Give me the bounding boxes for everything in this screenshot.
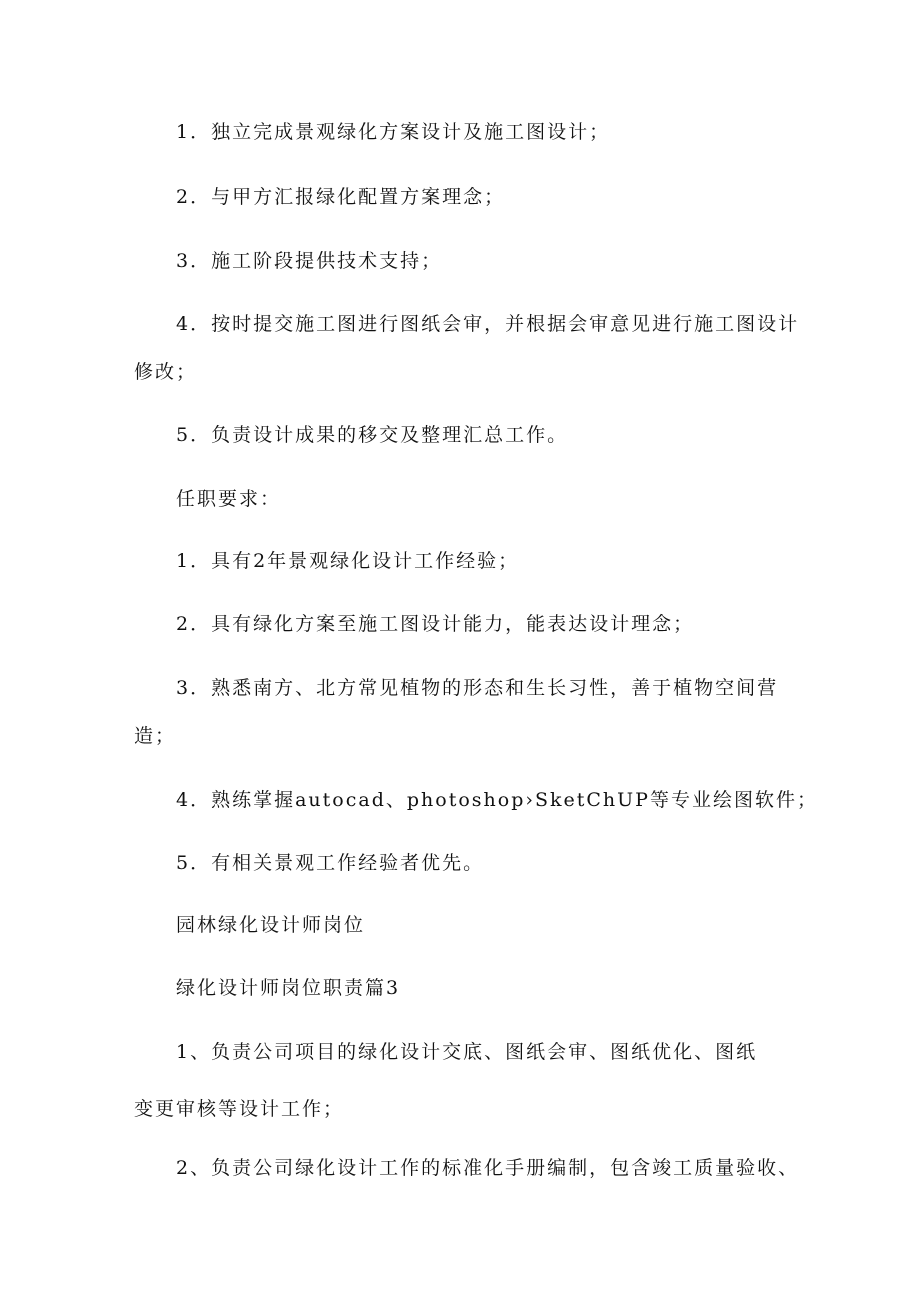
- requirement-item-1: 1．具有2年景观绿化设计工作经验；: [176, 550, 520, 572]
- requirements-heading: 任职要求：: [176, 488, 282, 510]
- chapter-item-1-line-1: 1、负责公司项目的绿化设计交底、图纸会审、图纸优化、图纸: [176, 1041, 758, 1063]
- responsibility-item-1: 1．独立完成景观绿化方案设计及施工图设计；: [176, 121, 611, 143]
- section-title: 园林绿化设计师岗位: [176, 914, 366, 936]
- requirement-item-3-line-2: 造；: [134, 725, 177, 747]
- responsibility-item-5: 5．负责设计成果的移交及整理汇总工作。: [176, 424, 569, 446]
- responsibility-item-4-line-2: 修改；: [134, 361, 198, 383]
- responsibility-item-4-line-1: 4．按时提交施工图进行图纸会审，并根据会审意见进行施工图设计: [176, 313, 800, 335]
- responsibility-item-3: 3．施工阶段提供技术支持；: [176, 250, 443, 272]
- requirement-item-5: 5．有相关景观工作经验者优先。: [176, 852, 485, 874]
- requirement-item-2: 2．具有绿化方案至施工图设计能力，能表达设计理念；: [176, 613, 695, 635]
- chapter-item-1-line-2: 变更审核等设计工作；: [134, 1098, 345, 1120]
- chapter-item-2-line-1: 2、负责公司绿化设计工作的标准化手册编制，包含竣工质量验收、: [176, 1157, 800, 1179]
- requirement-item-3-line-1: 3．熟悉南方、北方常见植物的形态和生长习性，善于植物空间营: [176, 677, 779, 699]
- requirement-item-4: 4．熟练掌握autocad、photoshop›SketChUP等专业绘图软件；: [176, 789, 818, 811]
- chapter-title: 绿化设计师岗位职责篇3: [176, 977, 401, 999]
- responsibility-item-2: 2．与甲方汇报绿化配置方案理念；: [176, 186, 506, 208]
